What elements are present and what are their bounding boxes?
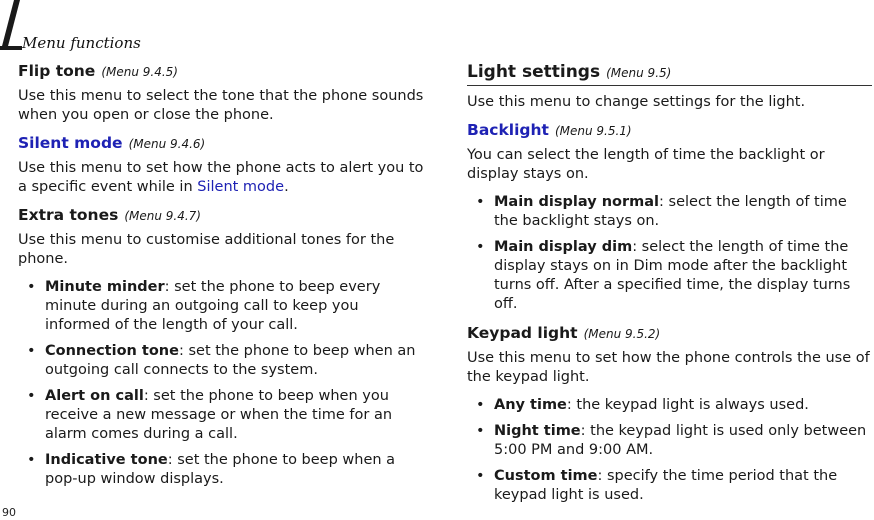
list-item-desc: : set the phone to beep every minute during an outgoing call to keep you informed of the length of your call. bbox=[45, 279, 381, 333]
light-settings-title: Light settings bbox=[467, 62, 601, 82]
list-item-desc: : set the phone to beep when you receive a new message or when the time for an alarm comes during a call. bbox=[45, 388, 393, 442]
list-item-desc: : set the phone to beep when an outgoing call connects to the system. bbox=[45, 343, 416, 378]
list-item-term: Minute minder bbox=[45, 279, 165, 295]
list-item-term: Main display normal bbox=[494, 194, 660, 210]
extra-tones-list bbox=[18, 278, 428, 489]
list-item-desc: : the keypad light is always used. bbox=[566, 397, 809, 413]
page-number: 90 bbox=[2, 506, 16, 519]
list-item-term: Main display dim bbox=[494, 239, 633, 255]
list-item-term: Indicative tone bbox=[45, 452, 168, 468]
list-item bbox=[18, 451, 428, 489]
list-item-term: Alert on call bbox=[45, 388, 144, 404]
silent-mode-title: Silent mode bbox=[18, 134, 123, 152]
keypad-light-list bbox=[467, 396, 872, 505]
list-item bbox=[467, 396, 872, 415]
light-settings-menu-ref: (Menu 9.5) bbox=[606, 66, 672, 80]
keypad-light-body: Use this menu to set how the phone controls the use of the keypad light. bbox=[467, 350, 870, 385]
list-item bbox=[18, 387, 428, 444]
light-settings-body: Use this menu to change settings for the light. bbox=[467, 94, 806, 110]
list-item-desc: : set the phone to beep when a pop-up window displays. bbox=[45, 452, 396, 487]
extra-tones-title: Extra tones bbox=[18, 206, 119, 224]
list-item bbox=[18, 278, 428, 335]
flip-tone-heading bbox=[18, 62, 428, 80]
list-item-desc: : select the length of time the display stays on in Dim mode after the backlight turns off. After a specified time, the display turns off. bbox=[494, 239, 851, 312]
silent-mode-body-text: Use this menu to set how the phone acts to alert you to a specific event while in bbox=[18, 160, 424, 195]
list-item-term: Night time bbox=[494, 423, 581, 439]
silent-mode-menu-ref: (Menu 9.4.6) bbox=[128, 137, 206, 151]
light-settings-heading bbox=[467, 62, 872, 86]
backlight-title: Backlight bbox=[467, 121, 549, 139]
flip-tone-body: Use this menu to select the tone that the phone sounds when you open or close the phone. bbox=[18, 88, 424, 123]
silent-mode-link[interactable]: Silent mode bbox=[197, 179, 285, 195]
list-item bbox=[18, 342, 428, 380]
list-item-desc: : select the length of time the backlight stays on. bbox=[494, 194, 847, 229]
silent-mode-heading bbox=[18, 134, 428, 152]
backlight-heading bbox=[467, 121, 872, 139]
list-item bbox=[467, 422, 872, 460]
list-item bbox=[467, 467, 872, 505]
keypad-light-menu-ref: (Menu 9.5.2) bbox=[583, 327, 661, 341]
list-item-term: Any time bbox=[494, 397, 567, 413]
header-decoration-bar bbox=[0, 0, 22, 52]
flip-tone-menu-ref: (Menu 9.4.5) bbox=[101, 65, 178, 79]
keypad-light-heading bbox=[467, 324, 872, 342]
list-item-term: Custom time bbox=[494, 468, 598, 484]
silent-mode-body bbox=[18, 159, 428, 197]
list-item-desc: : specify the time period that the keypad light is used. bbox=[494, 468, 838, 503]
backlight-list bbox=[467, 193, 872, 314]
backlight-menu-ref: (Menu 9.5.1) bbox=[554, 124, 632, 138]
extra-tones-menu-ref: (Menu 9.4.7) bbox=[124, 209, 201, 223]
extra-tones-body: Use this menu to customise additional tones for the phone. bbox=[18, 232, 395, 267]
flip-tone-title: Flip tone bbox=[18, 62, 96, 80]
list-item-term: Connection tone bbox=[45, 343, 179, 359]
left-column bbox=[18, 62, 428, 499]
right-column bbox=[467, 62, 872, 515]
backlight-body: You can select the length of time the backlight or display stays on. bbox=[467, 147, 825, 182]
extra-tones-heading bbox=[18, 206, 428, 224]
silent-mode-body-end: . bbox=[284, 179, 289, 195]
list-item bbox=[467, 193, 872, 231]
keypad-light-title: Keypad light bbox=[467, 324, 578, 342]
list-item-desc: : the keypad light is used only between 5:00 PM and 9:00 AM. bbox=[494, 423, 867, 458]
page-header-title: Menu functions bbox=[22, 34, 141, 52]
list-item bbox=[467, 238, 872, 314]
